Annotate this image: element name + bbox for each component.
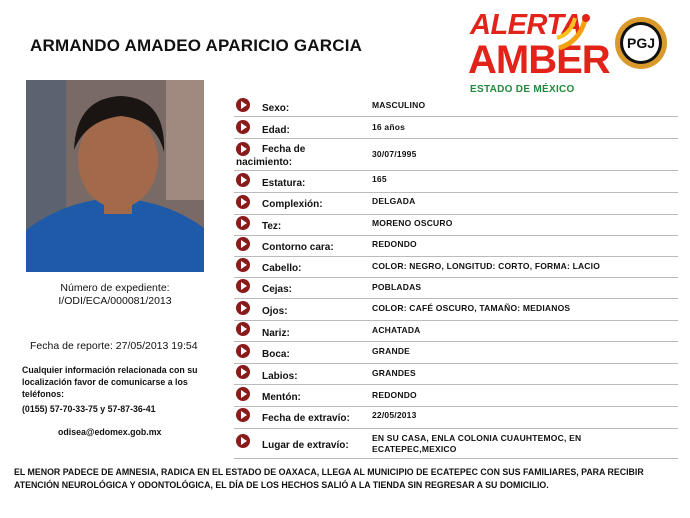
field-row-nariz (234, 321, 678, 342)
field-label: Mentón: (262, 392, 301, 403)
arrow-icon (236, 322, 250, 336)
field-label: Fecha de extravío: (262, 413, 350, 424)
field-label: Cabello: (262, 263, 302, 274)
field-row-fecha-nacimiento (234, 140, 678, 171)
field-value: MORENO OSCURO (372, 218, 453, 228)
amber-sun-icon (555, 12, 591, 52)
arrow-icon (236, 365, 250, 379)
field-value: ACHATADA (372, 325, 421, 335)
arrow-icon (236, 258, 250, 272)
field-label: Contorno cara: (262, 242, 334, 253)
field-label: Labios: (262, 371, 298, 382)
fecha-reporte: Fecha de reporte: 27/05/2013 19:54 (30, 340, 198, 352)
arrow-icon (236, 408, 250, 422)
field-label: Estatura: (262, 178, 306, 189)
field-label: Tez: (262, 221, 282, 232)
field-label: Complexión: (262, 199, 323, 210)
field-row-cabello (234, 257, 678, 278)
field-label: Lugar de extravío: (262, 440, 349, 451)
field-row-labios (234, 364, 678, 385)
field-row-sexo (234, 96, 678, 117)
field-row-cejas (234, 278, 678, 299)
field-label: Edad: (262, 125, 290, 136)
field-value: GRANDES (372, 368, 416, 378)
contact-info-text: Cualquier información relacionada con su localización favor de comunicarse a los teléfonos: (22, 365, 198, 399)
estado-logo-text: ESTADO DE MÉXICO (470, 84, 575, 95)
field-label: Cejas: (262, 284, 293, 295)
arrow-icon (236, 344, 250, 358)
expediente-number: I/ODI/ECA/000081/2013 (58, 295, 172, 307)
amber-logo-text: AMBER (468, 38, 610, 82)
arrow-icon (236, 98, 250, 112)
field-value: 165 (372, 174, 387, 184)
field-row-fecha-extravio (234, 407, 678, 429)
field-value: 30/07/1995 (372, 149, 417, 159)
footer-note: EL MENOR PADECE DE AMNESIA, RADICA EN EL ESTADO DE OAXACA, LLEGA AL MUNICIPIO DE ECATEPEC CON SUS FAMILIARES, PARA RECIBIR ATENCIÓN NEUROLÓGICA Y ODONTOLÓGICA, EL DÍA DE LOS HECHOS SALIÓ A LA TIENDA SIN REGRESAR A SU DOMICILIO. (14, 467, 644, 490)
field-row-edad (234, 118, 678, 139)
field-value: MASCULINO (372, 100, 426, 110)
field-value: DELGADA (372, 196, 416, 206)
contact-phones: (0155) 57-70-33-75 y 57-87-36-41 (22, 404, 156, 414)
person-name: ARMANDO AMADEO APARICIO GARCIA (30, 36, 363, 55)
field-value: GRANDE (372, 346, 411, 356)
alerta-logo-text: ALERTA (470, 9, 582, 41)
field-value: COLOR: CAFÉ OSCURO, TAMAÑO: MEDIANOS (372, 303, 571, 313)
expediente-label: Número de expediente: (60, 282, 170, 294)
arrow-icon (236, 120, 250, 134)
arrow-icon (236, 434, 250, 448)
field-row-contorno-cara (234, 236, 678, 257)
field-row-estatura (234, 172, 678, 193)
arrow-icon (236, 237, 250, 251)
field-label: Sexo: (262, 103, 290, 114)
field-row-ojos (234, 299, 678, 321)
field-value: EN SU CASA, ENLA COLONIA CUAUHTEMOC, EN ECATEPEC,MEXICO (372, 433, 582, 454)
field-label: Fecha de nacimiento: (236, 144, 306, 168)
field-row-lugar-extravio (234, 430, 678, 459)
arrow-icon (236, 173, 250, 187)
field-value: 16 años (372, 122, 406, 132)
contact-email[interactable]: odisea@edomex.gob.mx (58, 427, 162, 437)
arrow-icon (236, 387, 250, 401)
field-row-boca (234, 342, 678, 364)
arrow-icon (236, 279, 250, 293)
field-label: Ojos: (262, 306, 288, 317)
arrow-icon (236, 195, 250, 209)
person-photo (26, 80, 204, 272)
field-value: POBLADAS (372, 282, 422, 292)
seal-text: PGJ (626, 35, 656, 51)
arrow-icon (236, 301, 250, 315)
field-row-menton (234, 385, 678, 407)
field-value: COLOR: NEGRO, LONGITUD: CORTO, FORMA: LACIO (372, 261, 601, 271)
field-value: REDONDO (372, 239, 417, 249)
field-row-complexion (234, 194, 678, 215)
field-label: Boca: (262, 349, 290, 360)
field-label: Nariz: (262, 328, 290, 339)
pgj-seal-icon (614, 16, 668, 70)
expediente-block (26, 282, 204, 308)
field-value: 22/05/2013 (372, 410, 417, 420)
field-row-tez (234, 215, 678, 236)
arrow-icon (236, 216, 250, 230)
field-value: REDONDO (372, 390, 417, 400)
